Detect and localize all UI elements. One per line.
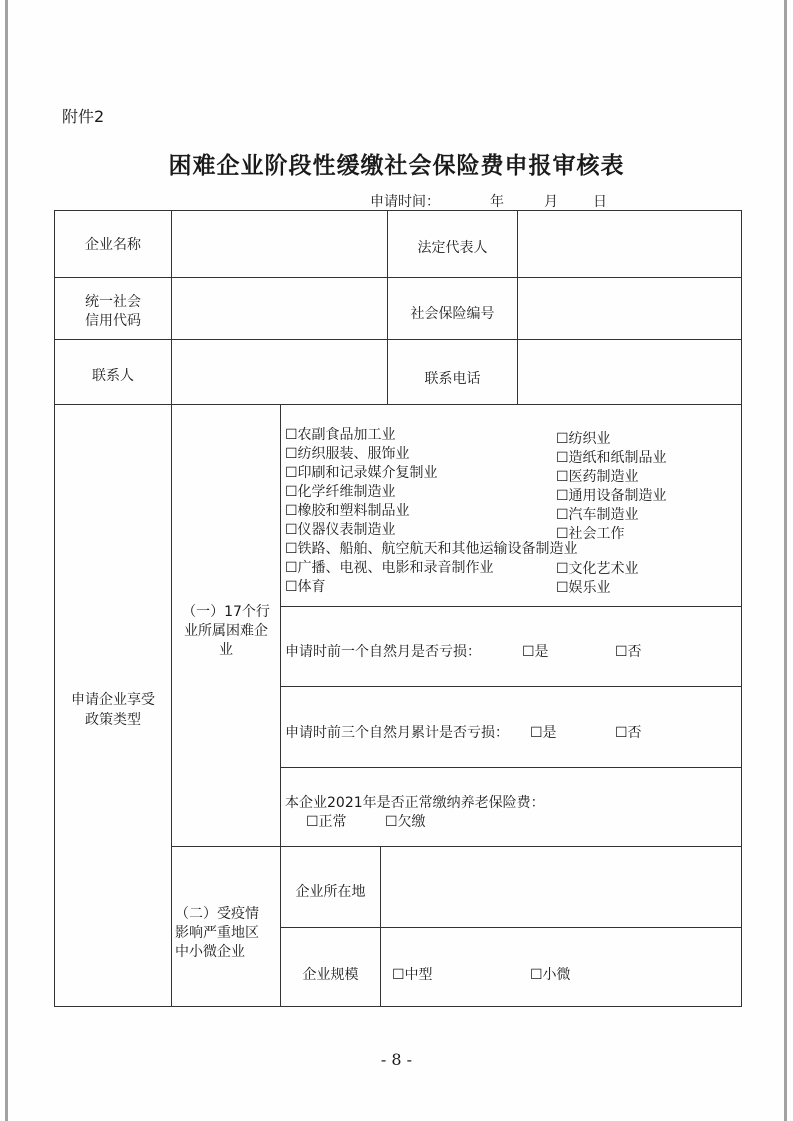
scale-small-checkbox[interactable]: ☐小微	[530, 967, 571, 983]
policy-type-label-2: 政策类型	[85, 712, 141, 728]
industry-checkbox[interactable]: ☐橡胶和塑料制品业	[285, 503, 410, 519]
credit-code-label-1: 统一社会	[85, 294, 141, 310]
section2-label-3: 中小微企业	[175, 944, 245, 960]
section1-label-3: 业	[219, 642, 233, 658]
industry-checkbox[interactable]: ☐广播、电视、电影和录音制作业	[285, 560, 494, 576]
policy-type-label-1: 申请企业享受	[71, 692, 155, 708]
location-label: 企业所在地	[295, 884, 366, 900]
industry-checkbox[interactable]: ☐纺织业	[556, 431, 611, 447]
form-title: 困难企业阶段性缓缴社会保险费申报审核表	[168, 152, 625, 179]
q3-arrears-checkbox[interactable]: ☐欠缴	[385, 814, 426, 830]
section1-label-1: （一）17个行	[182, 604, 270, 620]
industry-checkbox[interactable]: ☐仪器仪表制造业	[285, 522, 396, 538]
credit-code-field[interactable]	[172, 278, 387, 339]
apply-time-month: 月	[544, 194, 558, 210]
section2-label-2: 影响严重地区	[175, 925, 259, 941]
legal-rep-label: 法定代表人	[417, 240, 488, 256]
contact-field[interactable]	[172, 340, 387, 404]
industry-checkbox[interactable]: ☐农副食品加工业	[285, 427, 396, 443]
legal-rep-field[interactable]	[518, 211, 741, 277]
phone-label: 联系电话	[424, 371, 481, 387]
section1-label-2: 业所属困难企	[184, 623, 268, 639]
industry-checkbox[interactable]: ☐化学纤维制造业	[285, 484, 396, 500]
apply-time-label: 申请时间：	[370, 194, 440, 210]
ss-number-label: 社会保险编号	[410, 306, 495, 322]
q1-yes-checkbox[interactable]: ☐是	[522, 644, 549, 660]
credit-code-label-2: 信用代码	[85, 313, 141, 329]
industry-checkbox[interactable]: ☐文化艺术业	[556, 561, 639, 577]
attachment-label: 附件2	[62, 107, 105, 126]
industry-checkbox[interactable]: ☐印刷和记录媒介复制业	[285, 465, 438, 481]
page-number: - 8 -	[380, 1050, 413, 1069]
q2-yes-checkbox[interactable]: ☐是	[530, 725, 557, 741]
q3-normal-checkbox[interactable]: ☐正常	[306, 814, 347, 830]
apply-time-day: 日	[593, 194, 607, 210]
q3-text: 本企业2021年是否正常缴纳养老保险费：	[285, 795, 545, 811]
q1-text: 申请时前一个自然月是否亏损：	[285, 644, 481, 660]
industry-checkbox[interactable]: ☐纺织服装、服饰业	[285, 446, 410, 462]
section2-label-1: （二）受疫情	[175, 906, 259, 922]
q2-text: 申请时前三个自然月累计是否亏损：	[285, 725, 509, 741]
industry-checkbox[interactable]: ☐社会工作	[556, 526, 625, 542]
q2-no-checkbox[interactable]: ☐否	[615, 725, 642, 741]
industry-checkbox[interactable]: ☐娱乐业	[556, 580, 611, 596]
industry-checkbox[interactable]: ☐铁路、船舶、航空航天和其他运输设备制造业	[285, 541, 578, 557]
phone-field[interactable]	[518, 340, 741, 404]
industry-checkbox[interactable]: ☐造纸和纸制品业	[556, 450, 667, 466]
industry-checkbox[interactable]: ☐医药制造业	[556, 469, 639, 485]
industry-checkbox[interactable]: ☐体育	[285, 579, 326, 595]
industry-checkbox[interactable]: ☐汽车制造业	[556, 507, 639, 523]
apply-time-year: 年	[490, 194, 504, 210]
q1-no-checkbox[interactable]: ☐否	[615, 644, 642, 660]
contact-label: 联系人	[92, 368, 134, 384]
location-field[interactable]	[381, 847, 741, 927]
ss-number-field[interactable]	[518, 278, 741, 339]
company-name-label: 企业名称	[85, 237, 141, 253]
company-name-field[interactable]	[172, 211, 387, 277]
scale-medium-checkbox[interactable]: ☐中型	[392, 967, 433, 983]
industry-checkbox[interactable]: ☐通用设备制造业	[556, 488, 667, 504]
scale-label: 企业规模	[302, 967, 359, 983]
